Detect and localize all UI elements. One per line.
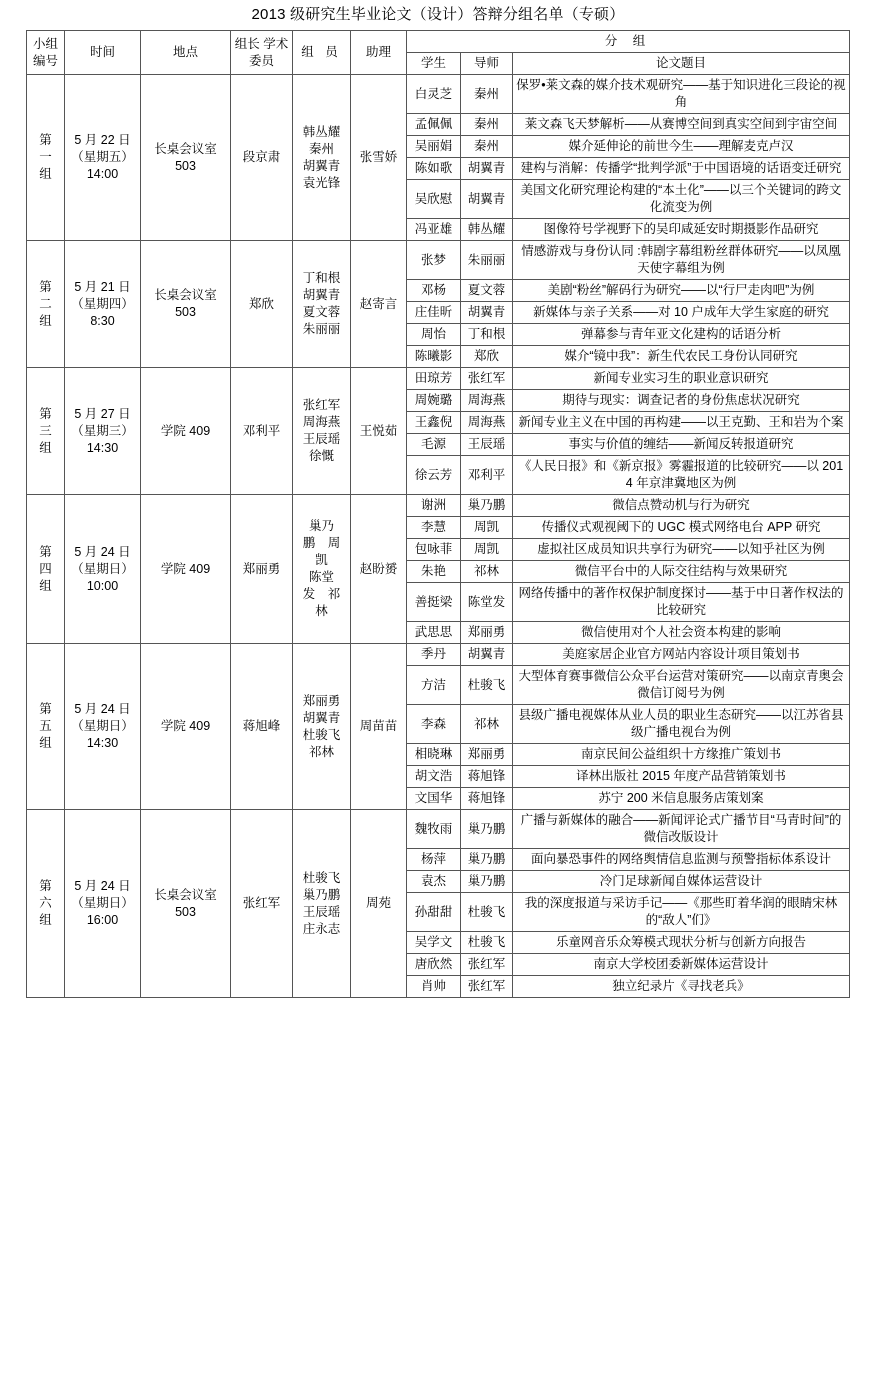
group-time-line: 5 月 24 日: [74, 702, 131, 716]
group-number-char: 组: [39, 440, 52, 455]
group-member-line: 丁和根: [302, 271, 341, 285]
group-leader-cell: 张红军: [231, 810, 293, 998]
group-assistant-cell: 赵盼赟: [351, 495, 407, 644]
student-name-cell: 唐欣然: [407, 954, 461, 976]
group-member-line: 徐慨: [308, 449, 334, 463]
header-thesis-title: 论文题目: [513, 53, 850, 75]
group-time-line: 10:00: [86, 578, 119, 593]
advisor-name-cell: 蒋旭锋: [461, 766, 513, 788]
table-body: [27, 75, 850, 998]
table-row: [27, 241, 850, 280]
group-member-line: 胡翼青: [302, 158, 341, 173]
group-place-cell: [141, 495, 231, 644]
thesis-title-cell: 保罗•莱文森的媒介技术观研究——基于知识进化三段论的视角: [513, 75, 850, 114]
group-number-cell: [27, 644, 65, 810]
group-time-cell: [65, 495, 141, 644]
group-number-char: 第: [39, 879, 52, 893]
student-name-cell: 冯亚雄: [407, 219, 461, 241]
group-time-cell: [65, 810, 141, 998]
header-advisor: 导师: [461, 53, 513, 75]
advisor-name-cell: 周凯: [461, 517, 513, 539]
advisor-name-cell: 祁林: [461, 561, 513, 583]
advisor-name-cell: 周海燕: [461, 412, 513, 434]
group-members-cell: [293, 368, 351, 495]
student-name-cell: 文国华: [407, 788, 461, 810]
advisor-name-cell: 朱丽丽: [461, 241, 513, 280]
group-number-char: 第: [39, 544, 52, 559]
thesis-title-cell: 我的深度报道与采访手记——《那些盯着华润的眼睛宋林的“敌人”们》: [513, 893, 850, 932]
group-time-cell: [65, 75, 141, 241]
thesis-title-cell: 美国文化研究理论构建的“本土化”——以三个关键词的跨文化流变为例: [513, 180, 850, 219]
group-leader-cell: 段京肃: [231, 75, 293, 241]
thesis-title-cell: 建构与消解：传播学“批判学派”于中国语境的话语变迁研究: [513, 158, 850, 180]
advisor-name-cell: 周海燕: [461, 390, 513, 412]
table-row: [27, 75, 850, 114]
group-time-line: 5 月 22 日: [74, 133, 131, 147]
advisor-name-cell: 秦州: [461, 75, 513, 114]
group-number-char: 四: [39, 561, 52, 576]
thesis-title-cell: 独立纪录片《寻找老兵》: [513, 976, 850, 998]
table-row: [27, 368, 850, 390]
student-name-cell: 魏牧雨: [407, 810, 461, 849]
advisor-name-cell: 杜骏飞: [461, 932, 513, 954]
group-leader-cell: 郑丽勇: [231, 495, 293, 644]
group-leader-cell: 邓利平: [231, 368, 293, 495]
thesis-title-cell: 微信使用对个人社会资本构建的影响: [513, 622, 850, 644]
student-name-cell: 袁杰: [407, 871, 461, 893]
thesis-title-cell: 微信平台中的人际交往结构与效果研究: [513, 561, 850, 583]
advisor-name-cell: 陈堂发: [461, 583, 513, 622]
thesis-title-cell: 广播与新媒体的融合——新闻评论式广播节目“马青时间”的微信改版设计: [513, 810, 850, 849]
thesis-title-cell: 面向暴恐事件的网络舆情信息监测与预警指标体系设计: [513, 849, 850, 871]
student-name-cell: 邓杨: [407, 280, 461, 302]
group-place-cell: [141, 810, 231, 998]
student-name-cell: 田琼芳: [407, 368, 461, 390]
advisor-name-cell: 巢乃鹏: [461, 849, 513, 871]
advisor-name-cell: 秦州: [461, 136, 513, 158]
group-member-line: 祁林: [308, 744, 334, 759]
header-group-no-line1: 小组: [32, 36, 58, 51]
advisor-name-cell: 杜骏飞: [461, 666, 513, 705]
group-place-line: 长桌会议室: [154, 887, 217, 902]
student-name-cell: 周婉璐: [407, 390, 461, 412]
group-members-cell: [293, 495, 351, 644]
group-time-line: 8:30: [90, 313, 115, 328]
group-time-cell: [65, 241, 141, 368]
student-name-cell: 吴学文: [407, 932, 461, 954]
thesis-title-cell: 莱文森飞天梦解析——从赛博空间到真实空间到宇宙空间: [513, 114, 850, 136]
thesis-title-cell: 新闻专业实习生的职业意识研究: [513, 368, 850, 390]
group-time-line: 16:00: [86, 913, 119, 927]
thesis-title-cell: 情感游戏与身份认同 :韩剧字幕组粉丝群体研究——以凤凰天使字幕组为例: [513, 241, 850, 280]
group-place-line: 503: [175, 158, 196, 173]
advisor-name-cell: 胡翼青: [461, 158, 513, 180]
thesis-title-cell: 南京民间公益组织十方缘推广策划书: [513, 744, 850, 766]
group-number-char: 组: [39, 913, 52, 927]
thesis-title-cell: 美剧“粉丝”解码行为研究——以“行尸走肉吧”为例: [513, 280, 850, 302]
header-student: 学生: [407, 53, 461, 75]
group-place-line: 学院 409: [160, 719, 211, 733]
advisor-name-cell: 祁林: [461, 705, 513, 744]
student-name-cell: 肖帅: [407, 976, 461, 998]
thesis-title-cell: 媒介“镜中我”：新生代农民工身份认同研究: [513, 346, 850, 368]
group-number-char: 二: [39, 296, 52, 311]
group-number-char: 三: [39, 423, 52, 438]
group-member-line: 郑丽勇: [302, 693, 341, 708]
header-members: 组 员: [293, 31, 351, 75]
header-place: 地点: [141, 31, 231, 75]
advisor-name-cell: 周凯: [461, 539, 513, 561]
student-name-cell: 武思思: [407, 622, 461, 644]
advisor-name-cell: 巢乃鹏: [461, 495, 513, 517]
group-member-line: 胡翼青: [302, 288, 341, 302]
group-number-cell: [27, 495, 65, 644]
group-time-cell: [65, 644, 141, 810]
group-member-line: 周海燕: [302, 415, 341, 429]
student-name-cell: 包咏菲: [407, 539, 461, 561]
thesis-title-cell: 传播仪式观视阈下的 UGC 模式网络电台 APP 研究: [513, 517, 850, 539]
thesis-title-cell: 译林出版社 2015 年度产品营销策划书: [513, 766, 850, 788]
group-place-line: 学院 409: [160, 423, 211, 438]
advisor-name-cell: 韩丛耀: [461, 219, 513, 241]
thesis-title-cell: 事实与价值的缠结——新闻反转报道研究: [513, 434, 850, 456]
group-place-cell: [141, 644, 231, 810]
group-number-cell: [27, 75, 65, 241]
student-name-cell: 白灵芝: [407, 75, 461, 114]
advisor-name-cell: 巢乃鹏: [461, 871, 513, 893]
group-time-line: （星期日）: [71, 896, 134, 910]
student-name-cell: 徐云芳: [407, 456, 461, 495]
header-row-top: [27, 31, 850, 53]
group-number-char: 第: [39, 133, 52, 147]
group-number-cell: [27, 368, 65, 495]
group-members-cell: [293, 644, 351, 810]
student-name-cell: 陈如歌: [407, 158, 461, 180]
group-time-line: 14:00: [86, 167, 119, 181]
thesis-title-cell: 乐童网音乐众筹模式现状分析与创新方向报告: [513, 932, 850, 954]
group-member-line: 张红军: [302, 398, 341, 412]
advisor-name-cell: 张红军: [461, 368, 513, 390]
group-assistant-cell: 王悦茹: [351, 368, 407, 495]
group-time-line: 5 月 24 日: [74, 879, 131, 893]
student-name-cell: 吴丽娟: [407, 136, 461, 158]
group-member-line: 胡翼青: [302, 710, 341, 725]
thesis-title-cell: 媒介延伸论的前世今生——理解麦克卢汉: [513, 136, 850, 158]
student-name-cell: 陈曦影: [407, 346, 461, 368]
group-member-line: 凯: [315, 553, 328, 567]
group-number-char: 第: [39, 279, 52, 294]
advisor-name-cell: 郑丽勇: [461, 622, 513, 644]
thesis-title-cell: 南京大学校团委新媒体运营设计: [513, 954, 850, 976]
student-name-cell: 周怡: [407, 324, 461, 346]
student-name-cell: 李慧: [407, 517, 461, 539]
student-name-cell: 杨萍: [407, 849, 461, 871]
student-name-cell: 谢洲: [407, 495, 461, 517]
header-time: 时间: [65, 31, 141, 75]
group-member-line: 韩丛耀: [302, 124, 341, 139]
student-name-cell: 王鑫倪: [407, 412, 461, 434]
group-time-line: 14:30: [86, 440, 119, 455]
group-member-line: 杜骏飞: [302, 727, 341, 742]
group-leader-cell: 郑欣: [231, 241, 293, 368]
group-time-line: 5 月 21 日: [74, 279, 131, 294]
thesis-title-cell: 图像符号学视野下的吴印咸延安时期摄影作品研究: [513, 219, 850, 241]
group-number-cell: [27, 810, 65, 998]
group-place-cell: [141, 75, 231, 241]
header-group-no-line2: 编号: [32, 53, 58, 68]
student-name-cell: 张梦: [407, 241, 461, 280]
header-leader: [231, 31, 293, 75]
student-name-cell: 庄佳昕: [407, 302, 461, 324]
group-members-cell: [293, 810, 351, 998]
advisor-name-cell: 胡翼青: [461, 644, 513, 666]
group-member-line: 王辰瑶: [302, 904, 341, 919]
group-member-line: 鹏 周: [302, 536, 341, 550]
thesis-title-cell: 美庭家居企业官方网站内容设计项目策划书: [513, 644, 850, 666]
header-grouping: 分 组: [407, 31, 850, 53]
student-name-cell: 朱艳: [407, 561, 461, 583]
group-members-cell: [293, 241, 351, 368]
group-place-line: 学院 409: [160, 561, 211, 576]
table-row: [27, 495, 850, 517]
group-number-char: 组: [39, 578, 52, 593]
table-row: [27, 810, 850, 849]
advisor-name-cell: 蒋旭锋: [461, 788, 513, 810]
advisor-name-cell: 郑欣: [461, 346, 513, 368]
group-member-line: 巢乃鹏: [302, 887, 341, 902]
group-member-line: 庄永志: [302, 921, 341, 936]
header-group-no: [27, 31, 65, 75]
advisor-name-cell: 秦州: [461, 114, 513, 136]
thesis-title-cell: 大型体育赛事微信公众平台运营对策研究——以南京青奥会微信订阅号为例: [513, 666, 850, 705]
advisor-name-cell: 巢乃鹏: [461, 810, 513, 849]
advisor-name-cell: 张红军: [461, 976, 513, 998]
thesis-title-cell: 期待与现实：调查记者的身份焦虑状况研究: [513, 390, 850, 412]
advisor-name-cell: 丁和根: [461, 324, 513, 346]
group-time-line: （星期五）: [71, 150, 134, 164]
table-head: [27, 31, 850, 75]
thesis-title-cell: 《人民日报》和《新京报》雾霾报道的比较研究——以 2014 年京津冀地区为例: [513, 456, 850, 495]
thesis-title-cell: 新闻专业主义在中国的再构建——以王克勤、王和岩为个案: [513, 412, 850, 434]
group-member-line: 秦州: [308, 141, 334, 156]
group-number-char: 一: [39, 150, 52, 164]
student-name-cell: 孙甜甜: [407, 893, 461, 932]
advisor-name-cell: 胡翼青: [461, 302, 513, 324]
group-number-char: 五: [39, 719, 52, 733]
thesis-title-cell: 微信点赞动机与行为研究: [513, 495, 850, 517]
thesis-title-cell: 虚拟社区成员知识共享行为研究——以知乎社区为例: [513, 539, 850, 561]
group-number-char: 组: [39, 167, 52, 181]
group-place-line: 503: [175, 904, 196, 919]
group-time-line: 14:30: [86, 736, 119, 750]
group-members-cell: [293, 75, 351, 241]
thesis-title-cell: 苏宁 200 米信息服务店策划案: [513, 788, 850, 810]
page-title: 2013 级研究生毕业论文（设计）答辩分组名单（专硕）: [251, 6, 625, 23]
group-member-line: 袁光锋: [302, 175, 341, 190]
group-member-line: 朱丽丽: [302, 322, 341, 336]
student-name-cell: 善挺梁: [407, 583, 461, 622]
group-member-line: 林: [315, 604, 328, 618]
group-place-line: 长桌会议室: [154, 141, 217, 156]
header-leader-line1: 组长: [234, 36, 260, 51]
group-leader-cell: 蒋旭峰: [231, 644, 293, 810]
thesis-defense-roster-table: [26, 30, 850, 998]
group-time-line: （星期日）: [71, 719, 134, 733]
group-number-char: 第: [39, 702, 52, 716]
header-assistant: 助理: [351, 31, 407, 75]
group-number-char: 第: [39, 406, 52, 421]
group-member-line: 发 祁: [302, 587, 341, 601]
student-name-cell: 相晓琳: [407, 744, 461, 766]
student-name-cell: 胡文浩: [407, 766, 461, 788]
group-time-line: （星期四）: [71, 296, 134, 311]
table-row: [27, 644, 850, 666]
advisor-name-cell: 邓利平: [461, 456, 513, 495]
group-number-char: 组: [39, 736, 52, 750]
group-assistant-cell: 张雪娇: [351, 75, 407, 241]
group-time-line: （星期三）: [71, 423, 134, 438]
group-place-line: 503: [175, 305, 196, 319]
group-member-line: 杜骏飞: [302, 870, 341, 885]
thesis-title-cell: 新媒体与亲子关系——对 10 户成年大学生家庭的研究: [513, 302, 850, 324]
group-number-cell: [27, 241, 65, 368]
advisor-name-cell: 张红军: [461, 954, 513, 976]
thesis-title-cell: 网络传播中的著作权保护制度探讨——基于中日著作权法的比较研究: [513, 583, 850, 622]
thesis-title-cell: 弹幕参与青年亚文化建构的话语分析: [513, 324, 850, 346]
advisor-name-cell: 杜骏飞: [461, 893, 513, 932]
group-time-line: 5 月 24 日: [74, 544, 131, 559]
advisor-name-cell: 王辰瑶: [461, 434, 513, 456]
group-member-line: 王辰瑶: [302, 432, 341, 446]
group-member-line: 陈堂: [308, 570, 334, 584]
thesis-title-cell: 县级广播电视媒体从业人员的职业生态研究——以江苏省县级广播电视台为例: [513, 705, 850, 744]
advisor-name-cell: 夏文蓉: [461, 280, 513, 302]
student-name-cell: 吴欣慰: [407, 180, 461, 219]
student-name-cell: 孟佩佩: [407, 114, 461, 136]
group-assistant-cell: 周苗苗: [351, 644, 407, 810]
student-name-cell: 李森: [407, 705, 461, 744]
student-name-cell: 方洁: [407, 666, 461, 705]
group-place-cell: [141, 241, 231, 368]
group-place-cell: [141, 368, 231, 495]
advisor-name-cell: 胡翼青: [461, 180, 513, 219]
group-member-line: 巢乃: [308, 519, 334, 533]
group-time-cell: [65, 368, 141, 495]
group-time-line: 5 月 27 日: [74, 406, 131, 421]
advisor-name-cell: 郑丽勇: [461, 744, 513, 766]
student-name-cell: 毛源: [407, 434, 461, 456]
group-place-line: 长桌会议室: [154, 288, 217, 302]
group-assistant-cell: 周苑: [351, 810, 407, 998]
student-name-cell: 季丹: [407, 644, 461, 666]
header-leader-line2: 学术委员: [248, 36, 289, 68]
group-member-line: 夏文蓉: [302, 305, 341, 319]
group-number-char: 六: [39, 896, 52, 910]
group-number-char: 组: [39, 313, 52, 328]
group-time-line: （星期日）: [71, 561, 134, 576]
group-assistant-cell: 赵寄言: [351, 241, 407, 368]
thesis-title-cell: 冷门足球新闻自媒体运营设计: [513, 871, 850, 893]
